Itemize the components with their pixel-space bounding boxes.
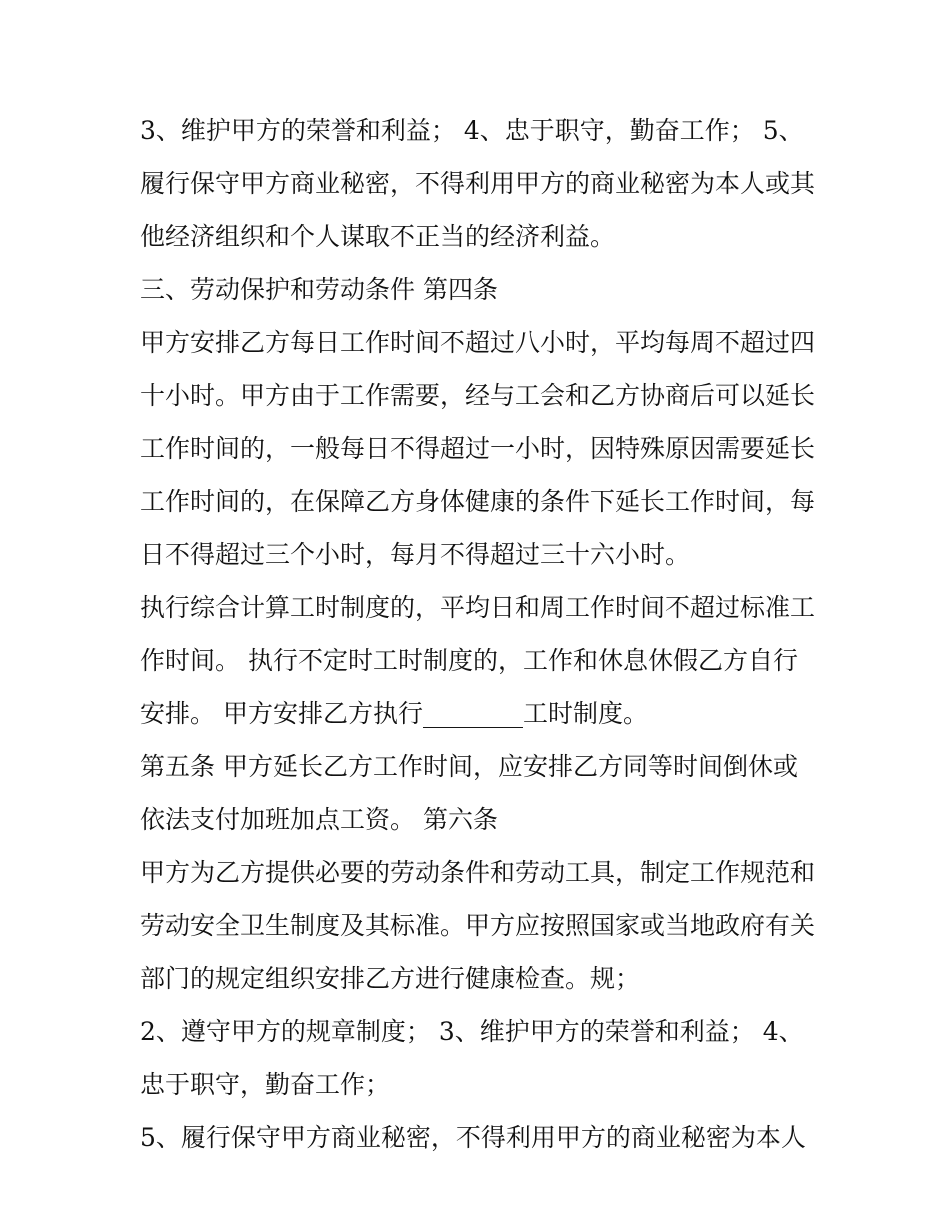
paragraph-working-hour-system: 执行综合计算工时制度的，平均日和周工作时间不超过标准工作时间。 执行不定时工时制度的，工作和休息休假乙方自行安排。 甲方安排乙方执行________工时制度。 [140, 593, 816, 728]
paragraph-duty-5: 5、履行保守甲方商业秘密，不得利用甲方的商业秘密为本人 [140, 1123, 806, 1152]
paragraph-duties-2-4: 2、遵守甲方的规章制度； 3、维护甲方的荣誉和利益； 4、忠于职守，勤奋工作； [140, 1017, 804, 1099]
section-heading-labor-protection: 三、劳动保护和劳动条件 第四条 [140, 275, 498, 304]
paragraph-working-hours: 甲方安排乙方每日工作时间不超过八小时，平均每周不超过四十小时。甲方由于工作需要，经与工会和乙方协商后可以延长工作时间的，一般每日不得超过一小时，因特殊原因需要延长工作时间的，在保障乙方身体健康的条件下延长工作时间，每日不得超过三个小时，每月不得超过三十六小时。 [140, 328, 816, 569]
document-body [140, 104, 820, 1164]
paragraph-duties-3-5: 3、维护甲方的荣誉和利益； 4、忠于职守，勤奋工作； 5、履行保守甲方商业秘密，不得利用甲方的商业秘密为本人或其他经济组织和个人谋取不正当的经济利益。 [140, 116, 816, 251]
paragraph-article-5: 第五条 甲方延长乙方工作时间，应安排乙方同等时间倒休或依法支付加班加点工资。 第六条 [140, 752, 798, 834]
paragraph-working-conditions: 甲方为乙方提供必要的劳动条件和劳动工具，制定工作规范和劳动安全卫生制度及其标准。甲方应按照国家或当地政府有关部门的规定组织安排乙方进行健康检查。规； [140, 858, 816, 993]
